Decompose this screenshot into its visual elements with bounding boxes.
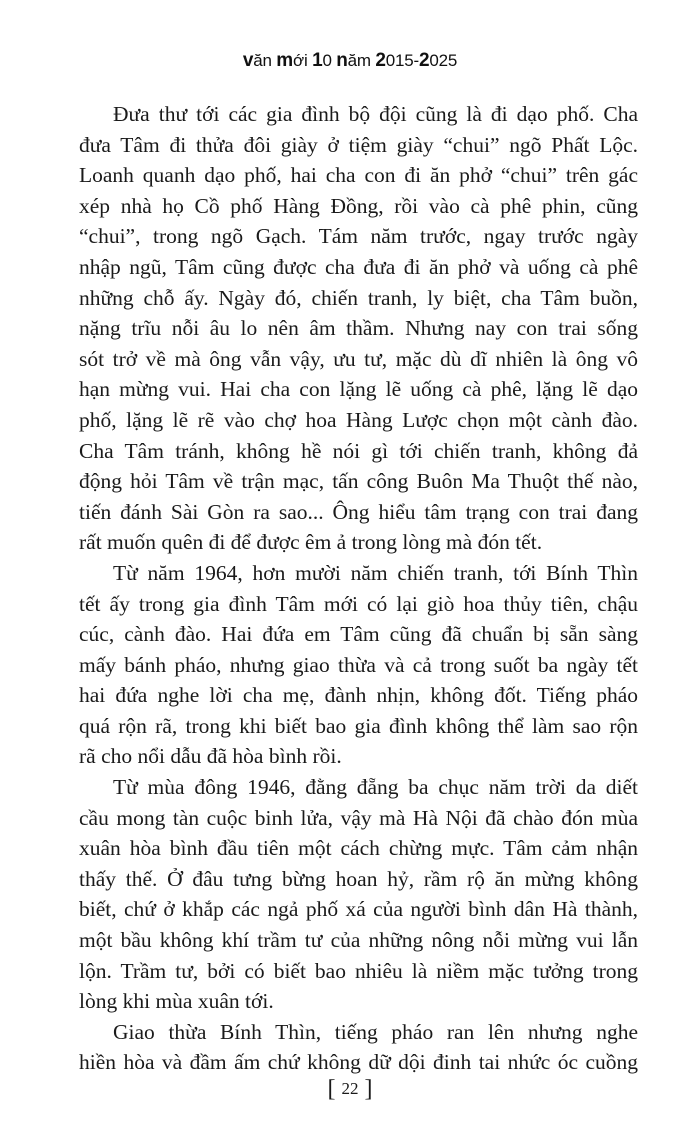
text-line: sót trở về mà ông vẫn vậy, ưu tư, mặc dù dĩ nhiên là ông vô (79, 346, 638, 371)
text-line: Cha Tâm tránh, không hề nói gì tới chiến tranh, không đả (79, 438, 638, 463)
text-line: động hỏi Tâm về trận mạc, tấn công Buôn Ma Thuột thế nào, (79, 469, 638, 494)
text-line: lòng khi mùa xuân tới. (79, 989, 274, 1014)
paragraph (79, 558, 638, 772)
text-line: phố, lặng lẽ rẽ vào chợ hoa Hàng Lược chọn một cành đào. (79, 407, 638, 432)
text-line: xuân hòa bình đầu tiên một cách chừng mực. Tâm cảm nhận (79, 836, 638, 861)
bracket-right: ] (364, 1076, 373, 1102)
header-fragment: 015- (385, 51, 419, 70)
text-line: Đưa thư tới các gia đình bộ đội cũng là đi dạo phố. Cha (113, 102, 638, 126)
header-fragment: 0 (322, 51, 337, 70)
text-line: tết ấy trong gia đình Tâm mới có lại giò hoa thủy tiên, chậu (79, 591, 638, 616)
text-line: thấy thế. Ở đâu tưng bừng hoan hỷ, rầm rộ ăn mừng không (79, 866, 638, 891)
text-line: “chui”, trong ngõ Gạch. Tám năm trước, ngay trước ngày (79, 224, 638, 249)
bracket-left: [ (327, 1076, 336, 1102)
text-line: Từ mùa đông 1946, đằng đẵng ba chục năm trời da diết (113, 775, 638, 800)
text-line: cúc, cành đào. Hai đứa em Tâm cũng đã chuẩn bị sẵn sàng (79, 622, 638, 647)
text-line: Giao thừa Bính Thìn, tiếng pháo ran lên nhưng nghe (113, 1019, 638, 1044)
text-line: hiền hòa và đầm ấm chứ không dữ dội đinh tai nhức óc cuồng (79, 1050, 638, 1075)
text-line: nhập ngũ, Tâm cũng được cha đưa đi ăn phở và uống cà phê (79, 254, 638, 279)
text-line: tiến đánh Sài Gòn ra sao... Ông hiểu tâm trạng con trai đang (79, 499, 638, 524)
header-fragment: ăn (253, 51, 277, 70)
text-line: hạn mừng vui. Hai cha con lặng lẽ uống cà phê, lặng lẽ dạo (79, 377, 638, 402)
header-fragment: ăm (347, 51, 376, 70)
header-fragment: 025 (429, 51, 458, 70)
text-line: nặng trĩu nỗi âu lo nên âm thầm. Nhưng nay con trai sống (79, 316, 638, 341)
text-line: hai đứa nghe lời cha mẹ, đành nhịn, không đốt. Tiếng pháo (79, 683, 638, 708)
text-line: một bầu không khí trầm tư của những nông nỗi mừng vui lẫn (79, 928, 638, 953)
header-fragment: 2 (418, 50, 430, 71)
header-fragment: m (276, 50, 293, 71)
text-line: mấy bánh pháo, nhưng giao thừa và cả trong suốt ba ngày tết (79, 652, 638, 677)
text-line: đưa Tâm đi thửa đôi giày ở tiệm giày “chui” ngõ Phất Lộc. (79, 132, 638, 157)
text-line: quá rộn rã, trong khi biết bao gia đình không thể làm sao rộn (79, 713, 638, 738)
text-line: Từ năm 1964, hơn mười năm chiến tranh, tới Bính Thìn (113, 560, 638, 585)
page-number (0, 1076, 700, 1103)
text-line: lộn. Trầm tư, bởi có biết bao nhiêu là niềm mặc tưởng trong (79, 958, 638, 983)
header-fragment: v (242, 50, 254, 71)
body-text (79, 99, 638, 1078)
running-header (0, 50, 700, 72)
header-fragment: 1 (312, 50, 323, 71)
text-line: những chỗ ấy. Ngày đó, chiến tranh, ly biệt, cha Tâm buồn, (79, 285, 638, 310)
text-line: Loanh quanh dạo phố, hai cha con đi ăn phở “chui” trên gác (79, 163, 638, 188)
text-line: rất muốn quên đi để được êm ả trong lòng mà đón tết. (79, 530, 543, 555)
header-fragment: n (336, 50, 348, 71)
paragraph (79, 772, 638, 1017)
text-line: cầu mong tàn cuộc binh lửa, vậy mà Hà Nội đã chào đón mùa (79, 805, 638, 830)
text-line: xép nhà họ Cồ phố Hàng Đồng, rồi vào cà phê phin, cũng (79, 193, 638, 218)
paragraph (79, 99, 638, 558)
header-fragment: 2 (375, 50, 386, 71)
text-line: rã cho nổi dẫu đã hòa bình rồi. (79, 744, 342, 769)
page-number-value: 22 (341, 1079, 359, 1098)
header-fragment: ới (293, 51, 313, 70)
text-line: biết, chứ ở khắp các ngả phố xá của người bình dân Hà thành, (79, 897, 638, 922)
paragraph (79, 1017, 638, 1078)
